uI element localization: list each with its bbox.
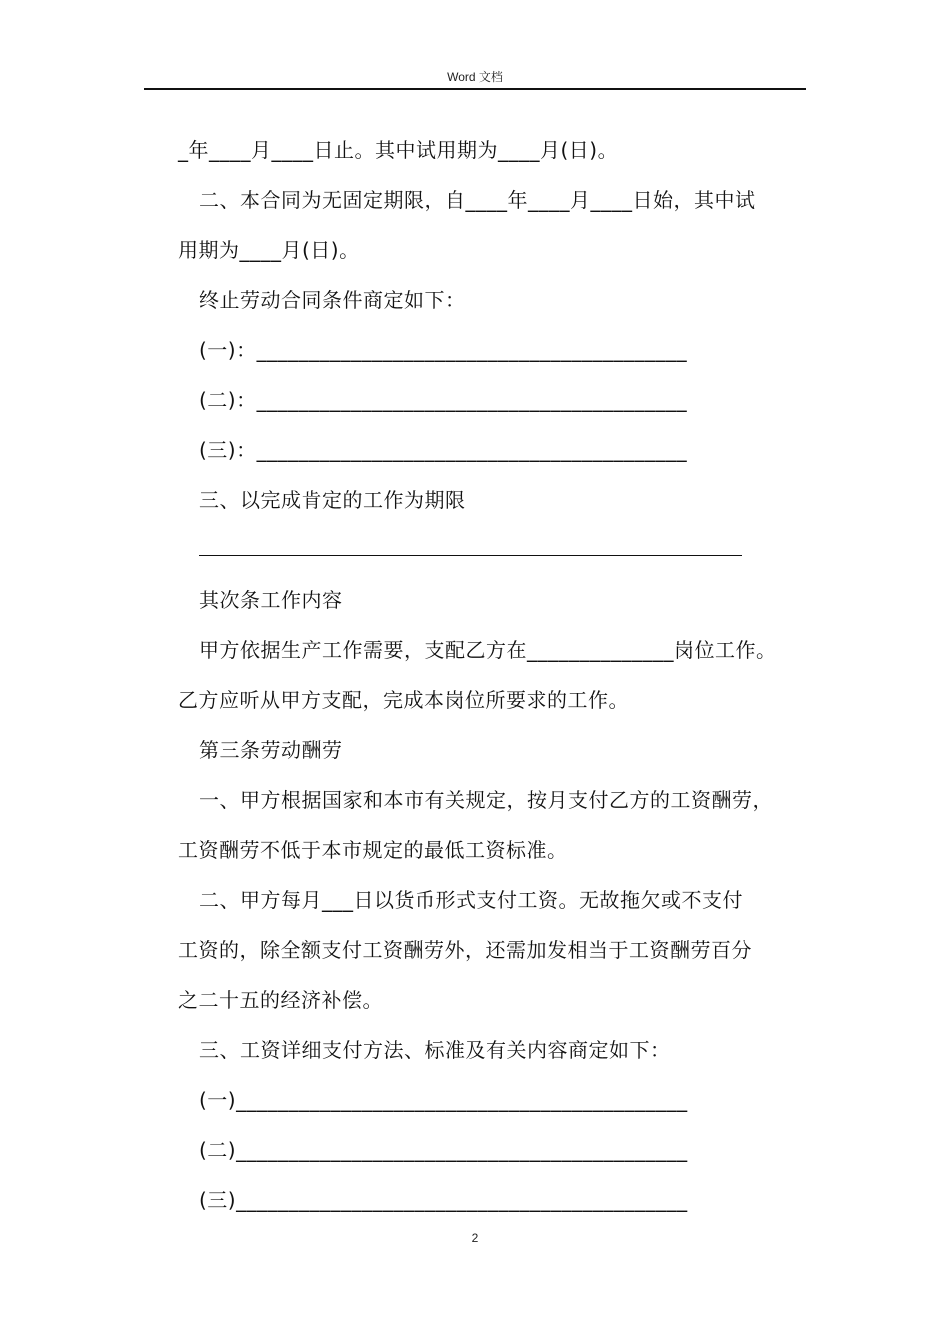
paragraph-line: 工资的，除全额支付工资酬劳外，还需加发相当于工资酬劳百分 xyxy=(178,938,752,962)
paragraph-line: 工资酬劳不低于本市规定的最低工资标准。 xyxy=(178,838,568,862)
paragraph-line: (二)___________________________________________ xyxy=(199,1138,688,1162)
paragraph-line: (二)：_________________________________________ xyxy=(199,388,688,412)
paragraph-line: 之二十五的经济补偿。 xyxy=(178,988,383,1012)
paragraph-line: (一)___________________________________________ xyxy=(199,1088,688,1112)
page-number: 2 xyxy=(471,1231,479,1245)
paragraph-line: _年____月____日止。其中试用期为____月(日)。 xyxy=(178,138,619,162)
paragraph-line: 乙方应听从甲方支配，完成本岗位所要求的工作。 xyxy=(178,688,629,712)
paragraph-line: 一、甲方根据国家和本市有关规定，按月支付乙方的工资酬劳， xyxy=(199,788,773,812)
paragraph-line: 二、甲方每月___日以货币形式支付工资。无故拖欠或不支付 xyxy=(199,888,743,912)
paragraph-line: 二、本合同为无固定期限，自____年____月____日始，其中试 xyxy=(199,188,756,212)
section-heading: 其次条工作内容 xyxy=(199,588,343,612)
header-title: Word 文档 xyxy=(447,70,503,84)
paragraph-line: (一)：_________________________________________ xyxy=(199,338,688,362)
page-header xyxy=(144,66,806,90)
paragraph-line: (三)：_________________________________________ xyxy=(199,438,688,462)
section-heading: 第三条劳动酬劳 xyxy=(199,738,343,762)
paragraph-line: 用期为____月(日)。 xyxy=(178,238,360,262)
paragraph-line: 甲方依据生产工作需要，支配乙方在______________岗位工作。 xyxy=(199,638,777,662)
blank-fill-line xyxy=(199,555,742,556)
paragraph-line: 终止劳动合同条件商定如下： xyxy=(199,288,466,312)
paragraph-line: 三、以完成肯定的工作为期限 xyxy=(199,488,466,512)
paragraph-line: 三、工资详细支付方法、标准及有关内容商定如下： xyxy=(199,1038,671,1062)
paragraph-line: (三)___________________________________________ xyxy=(199,1188,688,1212)
